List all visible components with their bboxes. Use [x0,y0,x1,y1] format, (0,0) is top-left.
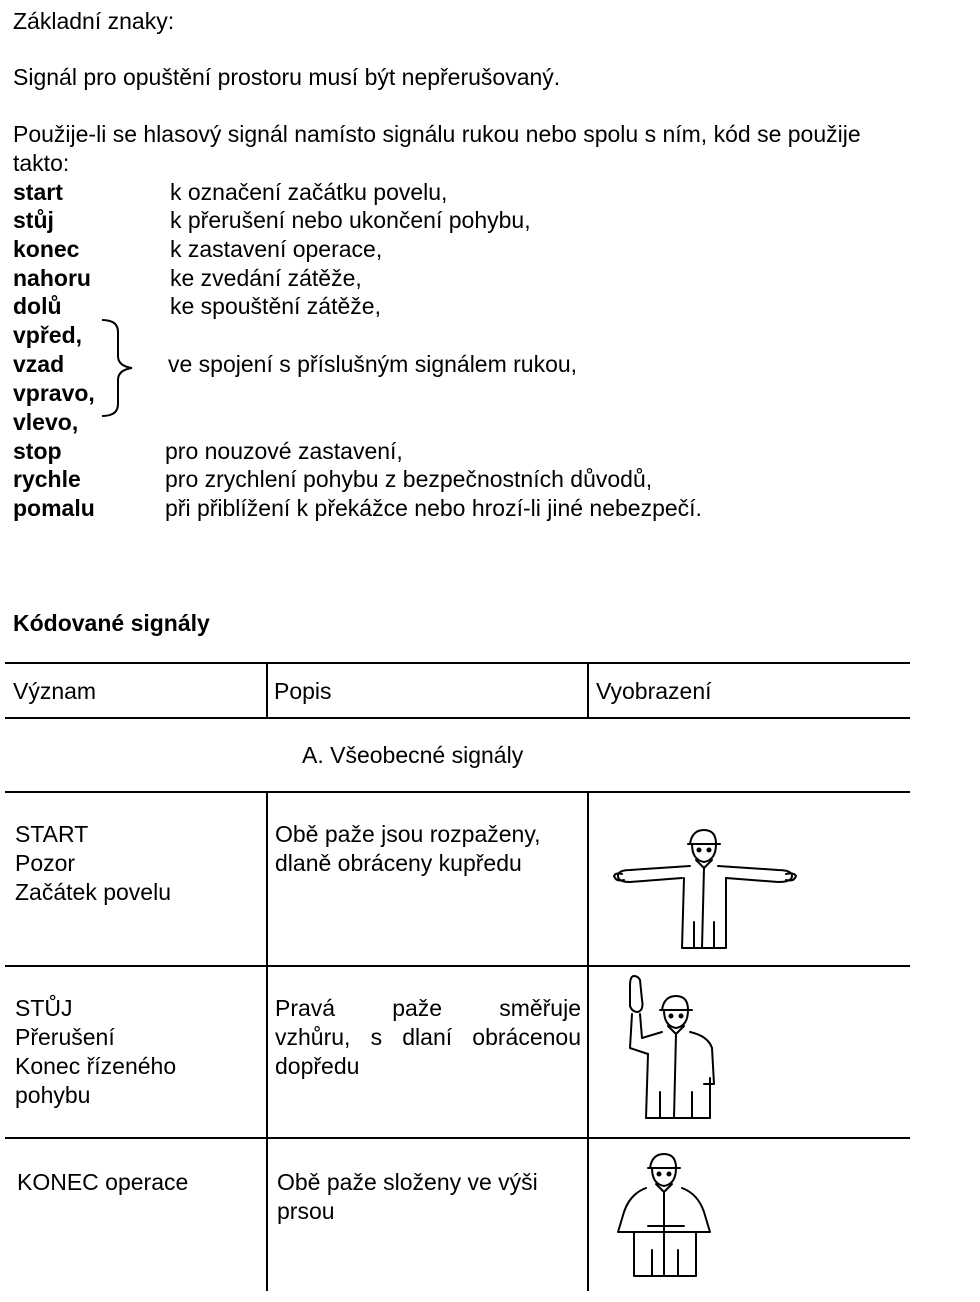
curly-brace-icon [98,318,142,418]
code-desc: při přiblížení k překážce nebo hrozí-li jiné nebezpečí. [165,495,702,521]
meaning-line: Konec řízeného [15,1053,177,1079]
code-term: dolů [13,293,62,319]
description-line: Pravá paže směřuje [275,995,581,1021]
right-arm-raised-figure-icon [620,972,730,1120]
code-term-backward: vzad [13,351,65,377]
description-line: dlaně obráceny kupředu [275,850,522,876]
meaning-line: STŮJ [15,995,73,1021]
meaning-line: START [15,821,89,847]
code-term-forward: vpřed, [13,322,83,348]
code-desc: k přerušení nebo ukončení pohybu, [170,207,531,233]
section-title: Kódované signály [13,610,210,636]
column-divider [266,791,268,1291]
code-desc: pro zrychlení pohybu z bezpečnostních důvodů, [165,466,653,492]
code-desc: ke spouštění zátěže, [170,293,381,319]
meaning-line: pohybu [15,1082,91,1108]
column-divider [266,662,268,719]
direction-group-desc: ve spojení s příslušným signálem rukou, [168,351,578,377]
column-header-meaning: Význam [13,678,97,704]
row-rule [5,965,910,967]
code-term: pomalu [13,495,95,521]
heading-basic-signs: Základní znaky: [13,8,175,34]
code-term: nahoru [13,265,91,291]
group-bottom-rule [5,791,910,793]
voice-signal-note-line2: takto: [13,150,70,176]
code-desc: pro nouzové zastavení, [165,438,403,464]
meaning-line: KONEC operace [17,1169,189,1195]
meaning-line: Přerušení [15,1024,115,1050]
arms-outstretched-figure-icon [610,826,800,952]
code-term: rychle [13,466,81,492]
description-line: dopředu [275,1053,360,1079]
group-title: A. Všeobecné signály [302,742,524,768]
column-divider [587,791,589,1291]
column-header-description: Popis [274,678,332,704]
code-term: stůj [13,207,54,233]
column-header-illustration: Vyobrazení [596,678,712,704]
code-term-right: vpravo, [13,380,95,406]
row-rule [5,1137,910,1139]
code-term: konec [13,236,80,262]
code-desc: k zastavení operace, [170,236,383,262]
code-term: stop [13,438,62,464]
description-line: prsou [277,1198,335,1224]
voice-signal-note-line1: Použije-li se hlasový signál namísto signálu rukou nebo spolu s ním, kód se použije [13,121,861,147]
meaning-line: Začátek povelu [15,879,171,905]
code-desc: ke zvedání zátěže, [170,265,362,291]
continuous-signal-note: Signál pro opuštění prostoru musí být nepřerušovaný. [13,64,561,90]
code-term: start [13,179,63,205]
code-term-left: vlevo, [13,409,79,435]
meaning-line: Pozor [15,850,76,876]
table-top-rule [5,662,910,664]
code-desc: k označení začátku povelu, [170,179,448,205]
description-line: Obě paže jsou rozpaženy, [275,821,541,847]
column-divider [587,662,589,719]
description-line: vzhůru, s dlaní obrácenou [275,1024,581,1050]
description-line: Obě paže složeny ve výši [277,1169,538,1195]
header-bottom-rule [5,717,910,719]
arms-folded-figure-icon [612,1150,718,1280]
